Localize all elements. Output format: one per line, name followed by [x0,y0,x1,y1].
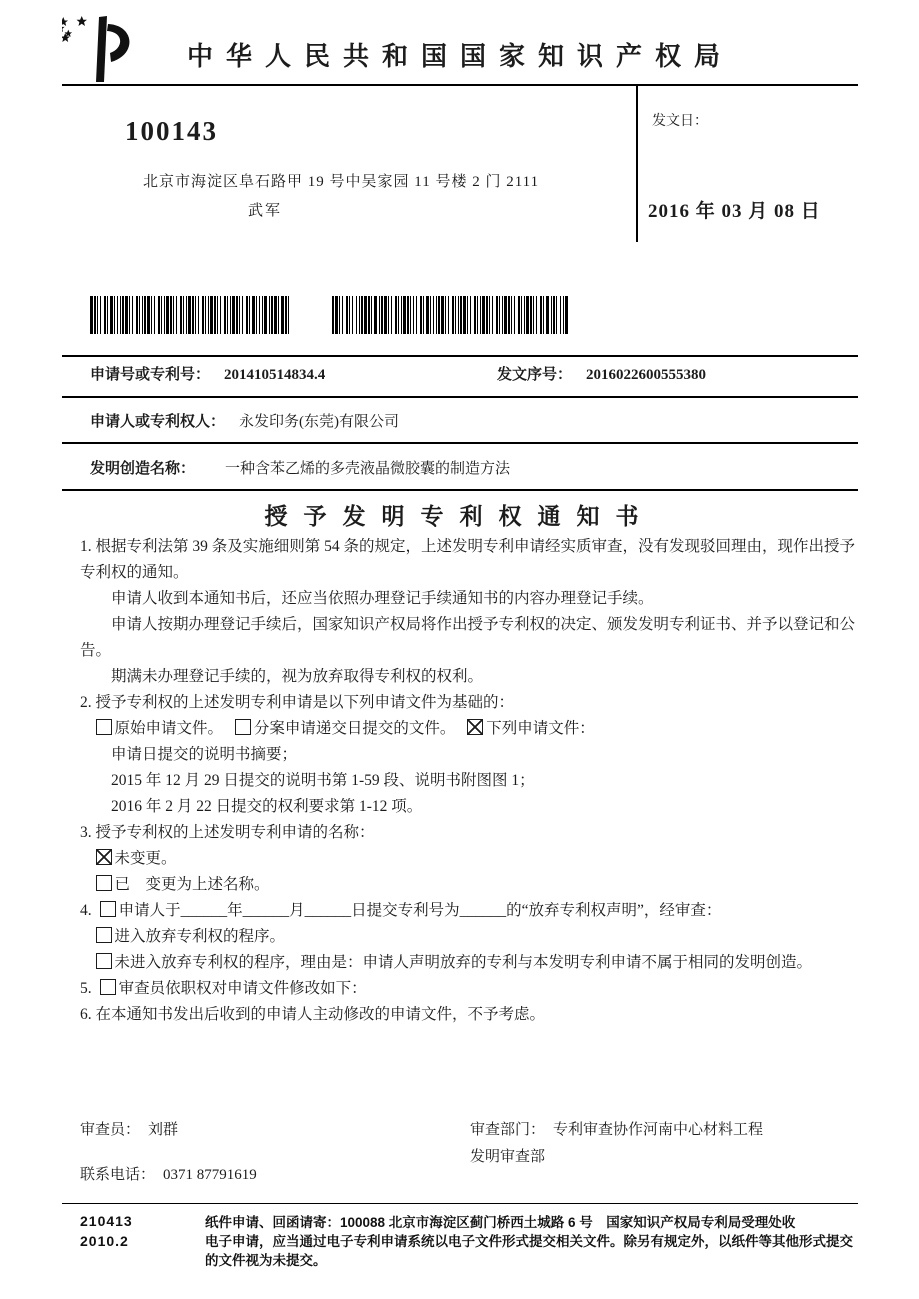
examiner-row [80,1118,178,1139]
department-name-line1: 专利审查协作河南中心材料工程 [553,1122,764,1138]
serial-number-label: 发文序号： [497,367,573,383]
notice-paragraph-6: 3. 授予专利权的上述发明专利申请的名称： [80,824,375,841]
recipient-name: 武军 [248,203,283,219]
application-number-row [90,363,325,384]
applicant-value: 永发印务(东莞)有限公司 [239,414,400,430]
basis-doc-1: 申请日提交的说明书摘要； [111,746,298,763]
barcode-left [90,296,290,334]
notice-paragraph-4: 期满未办理登记手续的，视为放弃取得专利权的权利。 [111,668,484,685]
department-row [470,1118,763,1139]
footer-notes [205,1213,865,1270]
info-rule-4 [62,489,858,491]
item4-line [80,898,858,924]
checkbox-divisional-files-label: 分案申请递交日提交的文件。 [253,720,456,737]
checkbox-following-files-checked [467,719,483,735]
recipient-postcode: 100143 [125,116,218,146]
notice-paragraph-2: 申请人收到本通知书后，还应当依照办理登记手续通知书的内容办理登记手续。 [111,590,654,607]
basis-doc-3: 2016 年 2 月 22 日提交的权利要求第 1-12 项。 [111,798,423,815]
department-label: 审查部门： [470,1122,546,1138]
checkbox-original-files-label: 原始申请文件。 [114,720,224,737]
department-name-line2: 发明审查部 [470,1149,546,1165]
basis-doc-2: 2015 年 12 月 29 日提交的说明书第 1-59 段、说明书附图图 1； [111,772,535,789]
name-unchanged-line [80,846,858,872]
recipient-address: 北京市海淀区阜石路甲 19 号中吴家园 11 号楼 2 门 2111 [143,174,540,190]
header-rule [62,84,858,86]
checkbox-name-changed-unchecked [96,875,112,891]
checkbox-waiver-statement-unchecked [100,901,116,917]
invention-title-value: 一种含苯乙烯的多壳液晶微胶囊的制造方法 [225,461,511,477]
dispatch-date-label: 发文日： [652,114,708,129]
waiver-enter-line [80,924,858,950]
checkbox-name-unchanged-label: 未变更。 [114,850,177,867]
checkbox-not-enter-waiver-label: 未进入放弃专利权的程序，理由是：申请人声明放弃的专利与本发明专利申请不属于相同的发明创造。 [114,954,813,971]
footer-paper-filing-note: 纸件申请、回函请寄：100088 北京市海淀区蓟门桥西土城路 6 号 国家知识产权局专利局受理处收 [205,1215,796,1230]
invention-title-row [90,457,510,478]
item4-number: 4. [80,902,92,919]
form-code: 210413 [80,1213,133,1229]
notice-paragraph-3: 申请人按期办理登记手续后，国家知识产权局将作出授予专利权的决定、颁发发明专利证书、并予以登记和公告。 [80,616,856,659]
invention-title-label: 发明创造名称： [90,461,196,477]
org-title: 中华人民共和国国家知识产权局 [186,42,733,71]
checkbox-enter-waiver-unchecked [96,927,112,943]
info-rule-1 [62,355,858,357]
checkbox-name-unchanged-checked [96,849,112,865]
notice-paragraph-5: 2. 授予专利权的上述发明专利申请是以下列申请文件为基础的： [80,694,515,711]
notice-title: 授予发明专利权通知书 [264,504,655,529]
examiner-name: 刘群 [148,1122,179,1138]
checkbox-enter-waiver-label: 进入放弃专利权的程序。 [114,928,286,945]
notice-body [80,534,858,1028]
checkbox-not-enter-waiver-unchecked [96,953,112,969]
info-rule-3 [62,442,858,444]
checkbox-ex-officio-amendment-unchecked [100,979,116,995]
info-rule-2 [62,396,858,398]
item5-line [80,976,858,1002]
footer-rule [62,1203,858,1204]
basis-checkbox-line [80,716,858,742]
dispatch-box-divider [636,86,638,242]
applicant-label: 申请人或专利权人： [90,414,226,430]
item5-text: 审查员依职权对申请文件修改如下： [118,980,367,997]
item5-number: 5. [80,980,92,997]
application-number-value: 201410514834.4 [224,367,326,383]
dispatch-date-value: 2016 年 03 月 08 日 [648,201,821,222]
form-version: 2010.2 [80,1233,129,1249]
checkbox-original-files-unchecked [96,719,112,735]
sipo-logo-icon [62,14,144,84]
serial-number-row [497,363,706,384]
name-changed-line [80,872,858,898]
waiver-not-enter-line [80,950,858,976]
application-number-label: 申请号或专利号： [90,367,211,383]
contact-phone-label: 联系电话： [80,1167,156,1183]
checkbox-name-changed-label: 已 变更为上述名称。 [114,876,270,893]
footer-electronic-filing-note: 电子申请，应当通过电子专利申请系统以电子文件形式提交相关文件。除另有规定外，以纸件等其他形式提交的文件视为未提交。 [205,1234,853,1268]
contact-phone-row [80,1163,257,1184]
barcode-right [332,296,569,334]
applicant-row [90,410,399,431]
checkbox-following-files-label: 下列申请文件： [486,720,595,737]
item4-text: 申请人于______年______月______日提交专利号为______的“放弃专利权声明”，经审查： [118,902,722,919]
notice-paragraph-1: 1. 根据专利法第 39 条及实施细则第 54 条的规定，上述发明专利申请经实质审查，没有发现驳回理由，现作出授予专利权的通知。 [80,538,856,581]
examiner-label: 审查员： [80,1122,141,1138]
notice-paragraph-7: 6. 在本通知书发出后收到的申请人主动修改的申请文件，不予考虑。 [80,1006,546,1023]
checkbox-divisional-files-unchecked [235,719,251,735]
serial-number-value: 2016022600555380 [586,367,707,383]
contact-phone-number: 0371 87791619 [163,1167,257,1183]
